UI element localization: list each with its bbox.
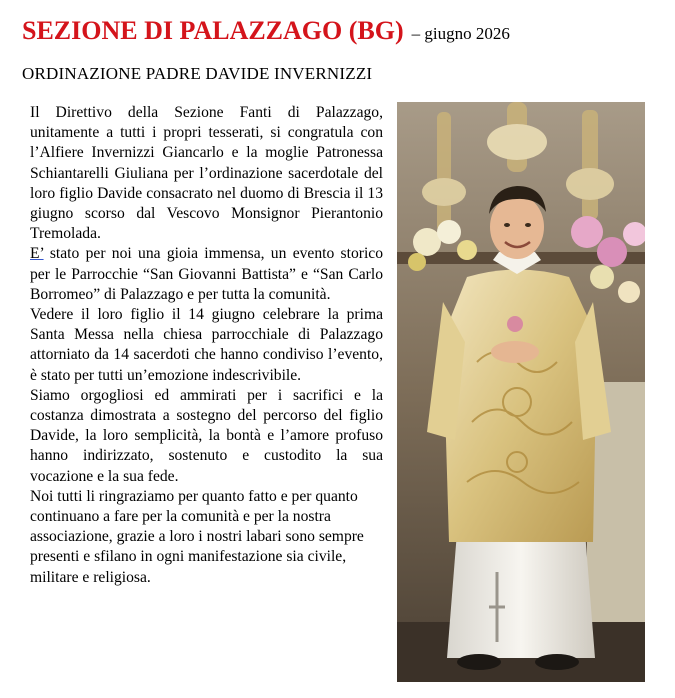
paragraph-2: [30, 244, 383, 305]
left-shoe: [457, 654, 501, 670]
face: [490, 195, 544, 259]
right-shoe: [535, 654, 579, 670]
paragraph-4: Siamo orgogliosi ed ammirati per i sacrifici e la costanza dimostrata a sostegno del percorso del figlio Davide, la loro semplicità, la bontà e l’amore profuso hanno indirizzato, sostenuto e custodito la sua vocazione e la sua fede.: [30, 386, 383, 485]
priest-photo: [397, 102, 645, 682]
alb: [447, 532, 595, 658]
paragraph-3: Vedere il loro figlio il 14 giugno celebrare la prima Santa Messa nella chiesa parrocchiale di Palazzago attorniato da 14 sacerdoti che hanno condiviso l’evento, è stato per tutti un’emozione indescrivibile.: [30, 306, 383, 384]
header: [22, 16, 510, 46]
folded-hands: [491, 341, 539, 363]
issue-date: – giugno 2026: [411, 24, 510, 43]
paragraph-1: Il Direttivo della Sezione Fanti di Palazzago, unitamente a tutti i propri tesserati, si congratula con l’Alfiere Invernizzi Giancarlo e la moglie Patronessa Schiantarelli Giuliana per l’ordinazione sacerdotale del loro figlio Davide consacrato nel duomo di Brescia il 13 giugno scorso dal Vescovo Monsignor Pierantonio Tremolada.: [30, 104, 383, 243]
right-eye: [525, 223, 531, 227]
dalmatic: [443, 270, 597, 543]
priest-illustration: [397, 102, 645, 682]
embroidered-rose: [507, 316, 523, 332]
article-subtitle: ORDINAZIONE PADRE DAVIDE INVERNIZZI: [22, 64, 373, 83]
paragraph-5: Noi tutti li ringraziamo per quanto fatto e per quanto continuano a fare per la comunità e per la nostra associazione, grazie a loro i nostri labari sono sempre presenti e sfilano in ogni manifestazione sia civile, militare e religiosa.: [30, 487, 364, 586]
left-eye: [504, 223, 510, 227]
paragraph-2-rest: stato per noi una gioia immensa, un evento storico per le Parrocchie “San Giovanni Battista” e “San Carlo Borromeo” di Palazzago e per tutta la comunità.: [30, 245, 383, 303]
article-body: [30, 103, 383, 588]
section-title: SEZIONE DI PALAZZAGO (BG): [22, 16, 404, 45]
paragraph-2-lead: E’: [30, 245, 44, 263]
